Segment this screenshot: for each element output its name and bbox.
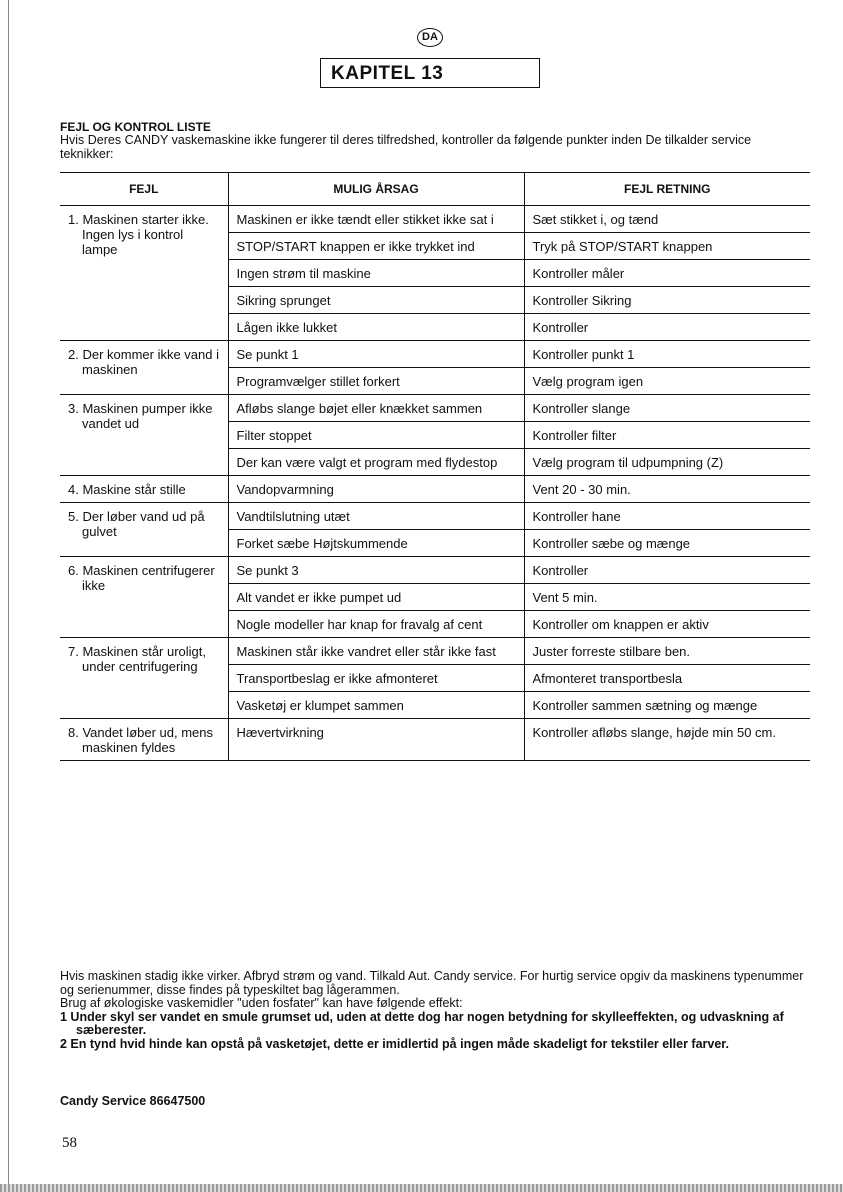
footer-eco-note: Brug af økologiske vaskemidler "uden fosfater" kan have følgende effekt: bbox=[60, 996, 463, 1010]
fault-text: 8. Vandet løber ud, mens maskinen fyldes bbox=[68, 725, 214, 755]
fault-cell bbox=[60, 476, 228, 503]
header-fault: FEJL bbox=[60, 173, 228, 206]
fix-cell: Afmonteret transportbesla bbox=[524, 665, 810, 692]
table-row bbox=[60, 557, 810, 584]
fix-cell: Vælg program til udpumpning (Z) bbox=[524, 449, 810, 476]
fault-cell bbox=[60, 341, 228, 395]
cause-cell: Nogle modeller har knap for fravalg af cent bbox=[228, 611, 524, 638]
fault-text: 3. Maskinen pumper ikke vandet ud bbox=[68, 401, 213, 431]
fix-cell: Vent 20 - 30 min. bbox=[524, 476, 810, 503]
fault-cell bbox=[60, 557, 228, 638]
fault-cell bbox=[60, 206, 228, 341]
fault-text: 1. Maskinen starter ikke. Ingen lys i kontrol lampe bbox=[68, 212, 209, 257]
table-row bbox=[60, 206, 810, 233]
cause-cell: Programvælger stillet forkert bbox=[228, 368, 524, 395]
footer-point-1: 1 Under skyl ser vandet en smule grumset ud, uden at dette dog har nogen betydning for skylleeffekten, og udvaskning af sæberester. bbox=[60, 1009, 784, 1037]
fix-cell: Kontroller filter bbox=[524, 422, 810, 449]
cause-cell: Se punkt 1 bbox=[228, 341, 524, 368]
header-fix: FEJL RETNING bbox=[524, 173, 810, 206]
footer-notes bbox=[60, 970, 805, 1051]
fix-cell: Kontroller Sikring bbox=[524, 287, 810, 314]
fix-cell: Kontroller sammen sætning og mænge bbox=[524, 692, 810, 719]
fix-cell: Kontroller hane bbox=[524, 503, 810, 530]
cause-cell: STOP/START knappen er ikke trykket ind bbox=[228, 233, 524, 260]
cause-cell: Se punkt 3 bbox=[228, 557, 524, 584]
cause-cell: Vasketøj er klumpet sammen bbox=[228, 692, 524, 719]
fault-text: 2. Der kommer ikke vand i maskinen bbox=[68, 347, 219, 377]
fix-cell: Kontroller sæbe og mænge bbox=[524, 530, 810, 557]
language-badge: DA bbox=[417, 28, 443, 47]
fix-cell: Kontroller slange bbox=[524, 395, 810, 422]
table-header-row bbox=[60, 173, 810, 206]
fix-cell: Juster forreste stilbare ben. bbox=[524, 638, 810, 665]
page-number: 58 bbox=[62, 1135, 77, 1151]
fix-cell: Vent 5 min. bbox=[524, 584, 810, 611]
footer-service-note: Hvis maskinen stadig ikke virker. Afbryd strøm og vand. Tilkald Aut. Candy service. For hurtig service opgiv da maskinens typenummer og serienummer, disse findes på typeskiltet bag lågerammen. bbox=[60, 969, 804, 997]
cause-cell: Afløbs slange bøjet eller knækket sammen bbox=[228, 395, 524, 422]
header-cause: MULIG ÅRSAG bbox=[228, 173, 524, 206]
table-row bbox=[60, 395, 810, 422]
cause-cell: Vandopvarmning bbox=[228, 476, 524, 503]
footer-point-2: 2 En tynd hvid hinde kan opstå på vasketøjet, dette er imidlertid på ingen måde skadeligt for tekstiler eller farver. bbox=[60, 1036, 729, 1051]
fault-cell bbox=[60, 395, 228, 476]
fault-text: 6. Maskinen centrifugerer ikke bbox=[68, 563, 215, 593]
fix-cell: Vælg program igen bbox=[524, 368, 810, 395]
fault-cell bbox=[60, 719, 228, 761]
cause-cell: Lågen ikke lukket bbox=[228, 314, 524, 341]
cause-cell: Maskinen er ikke tændt eller stikket ikke sat i bbox=[228, 206, 524, 233]
fault-cell bbox=[60, 638, 228, 719]
fix-cell: Kontroller afløbs slange, højde min 50 cm. bbox=[524, 719, 810, 761]
table-row bbox=[60, 503, 810, 530]
fix-cell: Kontroller om knappen er aktiv bbox=[524, 611, 810, 638]
scan-edge-strip bbox=[0, 1184, 843, 1192]
cause-cell: Vandtilslutning utæt bbox=[228, 503, 524, 530]
fault-text: 7. Maskinen står uroligt, under centrifugering bbox=[68, 644, 207, 674]
table-row bbox=[60, 719, 810, 761]
cause-cell: Filter stoppet bbox=[228, 422, 524, 449]
fault-text: 4. Maskine står stille bbox=[68, 482, 186, 497]
fix-cell: Tryk på STOP/START knappen bbox=[524, 233, 810, 260]
chapter-title: KAPITEL 13 bbox=[320, 58, 540, 88]
cause-cell: Hævertvirkning bbox=[228, 719, 524, 761]
fix-cell: Kontroller bbox=[524, 557, 810, 584]
fault-cell bbox=[60, 503, 228, 557]
table-row bbox=[60, 638, 810, 665]
cause-cell: Der kan være valgt et program med flydestop bbox=[228, 449, 524, 476]
cause-cell: Sikring sprunget bbox=[228, 287, 524, 314]
fix-cell: Sæt stikket i, og tænd bbox=[524, 206, 810, 233]
table-body bbox=[60, 206, 810, 761]
fix-cell: Kontroller bbox=[524, 314, 810, 341]
section-title: FEJL OG KONTROL LISTE bbox=[60, 120, 211, 134]
cause-cell: Transportbeslag er ikke afmonteret bbox=[228, 665, 524, 692]
cause-cell: Forket sæbe Højtskummende bbox=[228, 530, 524, 557]
page-edge-line bbox=[8, 0, 9, 1192]
table-row bbox=[60, 476, 810, 503]
service-phone: Candy Service 86647500 bbox=[60, 1094, 206, 1108]
fault-table bbox=[60, 172, 810, 761]
fix-cell: Kontroller punkt 1 bbox=[524, 341, 810, 368]
cause-cell: Alt vandet er ikke pumpet ud bbox=[228, 584, 524, 611]
cause-cell: Ingen strøm til maskine bbox=[228, 260, 524, 287]
intro-text: Hvis Deres CANDY vaskemaskine ikke fungerer til deres tilfredshed, kontroller da følgende punkter inden De tilkalder service teknikker: bbox=[60, 133, 752, 161]
cause-cell: Maskinen står ikke vandret eller står ikke fast bbox=[228, 638, 524, 665]
fix-cell: Kontroller måler bbox=[524, 260, 810, 287]
table-row bbox=[60, 341, 810, 368]
fault-text: 5. Der løber vand ud på gulvet bbox=[68, 509, 205, 539]
